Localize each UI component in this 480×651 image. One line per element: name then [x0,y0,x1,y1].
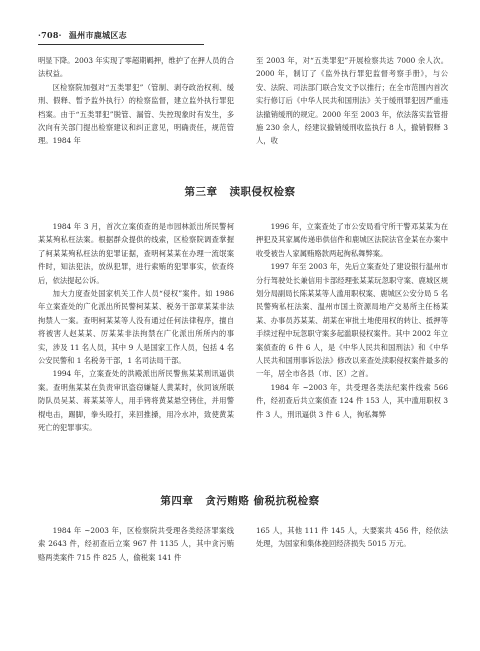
paragraph: 1984 年 ~2003 年，共受理各类法纪案件线索 566 件，经初查后共立案侦查 124 件 153 人，其中滥用职权 3 件 3 人，刑讯逼供 3 件 6 人，徇私舞弊 [256,382,448,419]
paragraph: 1984 年 ~2003 年，区检察院共受理各类经济罪案线索 2643 件，经初查后立案 967 件 1135 人，其中贪污贿赂两类案件 715 件 825 人，偷税案 141 件 [38,526,234,562]
paragraph: 1994 年，立案查处的洪殿派出所民警焦某某刑讯逼供案。查明焦某某在负责审讯盗窃嫌疑人黄某时，伙同该所联防队员吴某、蒋某某等人，用手铐将黄某悬空铐住，并用警棍电击，踢脚，拳头殴打，来回推搡，用冷水冲，致使黄某死亡的犯罪事实。 [38,369,234,433]
top-left-column [38,54,234,148]
paragraph: 明显下降。2003 年实现了零超期羁押，维护了在押人员的合法权益。 [38,56,235,79]
chapter-3-left-column [38,220,234,435]
paragraph: 1997 年至 2003 年，先后立案查处了建设银行温州市分行驾驶处长兼信用卡部经理张某某玩忽职守案、鹿城区规划分局副局长陈某某等人滥用职权案、鹿城区公安分局 5 名民警殉私枉法案、温州市国土资源局地产交易所主任杨某某、办事员苏某某、胡某在审批土地使用权的转让、抵押等手续过程中玩忽职守案多起滥职侵权案件。其中 2002 年立案侦查的 6 件 6 人，是《中华人民共和国刑法》和《中华人民共和国刑事诉讼法》修改以来查处渎职侵权案件最多的一年，居全市各县（市、区）之首。 [256,262,448,379]
paragraph: 加大力度查处国家机关工作人员“侵权”案件。如 1986 年立案查处的广化派出所民警柯某某、税务干部章某某非法拘禁人一案。查明柯某某等人没有通过任何法律程序，擅自将被害人赵某某、厉某某非法拘禁在广化派出所所内的事实，涉及 11 名人员，其中 9 人是国家工作人员，包括 4 名公安民警和 1 名税务干部，1 名司法局干部。 [38,289,234,366]
chapter-4-right-column [256,524,448,551]
top-right-column [256,54,448,148]
paragraph: 165 人，其他 111 件 145 人，大要案共 456 件，经依法处理，为国家和集体挽回经济损失 5015 万元。 [256,526,448,549]
chapter-title: 渎职侵权检察 [229,186,296,198]
chapter-number: 第三章 [184,186,218,198]
running-header [38,30,228,48]
chapter-3-heading [0,184,480,199]
header-rule [38,44,204,45]
chapter-4-left-column [38,524,234,564]
paragraph: 1996 年，立案查处了市公安局看守所干警邓某某为在押犯及其家属传递串供信件和鹿城区法院法官金某在办案中收受被告人家属贿赂款两起徇私舞弊案。 [256,222,448,258]
page-number: ·708· [38,30,62,40]
chapter-title: 贪污贿赂 偷税抗税检察 [205,495,320,507]
chapter-3-right-column [256,220,448,421]
chapter-number: 第四章 [160,495,194,507]
paragraph: 1984 年 3 月，首次立案侦查的是市园林派出所民警柯某某殉私枉法案。根据群众提供的线索，区检察院调查掌握了柯某某殉私枉法的犯罪证据，查明柯某某在办理一流氓案件时，知法犯法，放纵犯罪，进行索贿的犯罪事实，依查终后，依法提起公诉。 [38,222,234,285]
book-title: 温州市鹿城区志 [68,30,127,40]
paragraph: 至 2003 年，对“五类罪犯”开展检察共达 7000 余人次。2000 年，制订了《监外执行罪犯监督考察手册》，与公安、法院、司法部门联合发文予以推行；在全市范围内首次实行修订后《中华人民共和国刑法》关于缓刑罪犯因严重违法撤销缓刑的规定。2000 年至 2003 年，依法落实监管措施 230 余人，经建议撤销缓刑收监执行 8 人，撤销假释 3 人，收 [256,56,448,146]
chapter-4-heading [0,493,480,508]
paragraph: 区检察院加强对“五类罪犯”（管制、剥夺政治权利、缓刑、假释、暂予监外执行）的检察监督，建立监外执行罪犯档案。由于“五类罪犯”脱管、漏管、失控现象时有发生，多次向有关部门提出检察建议和纠正意见，明确责任，规范管理。1984 年 [38,82,234,146]
